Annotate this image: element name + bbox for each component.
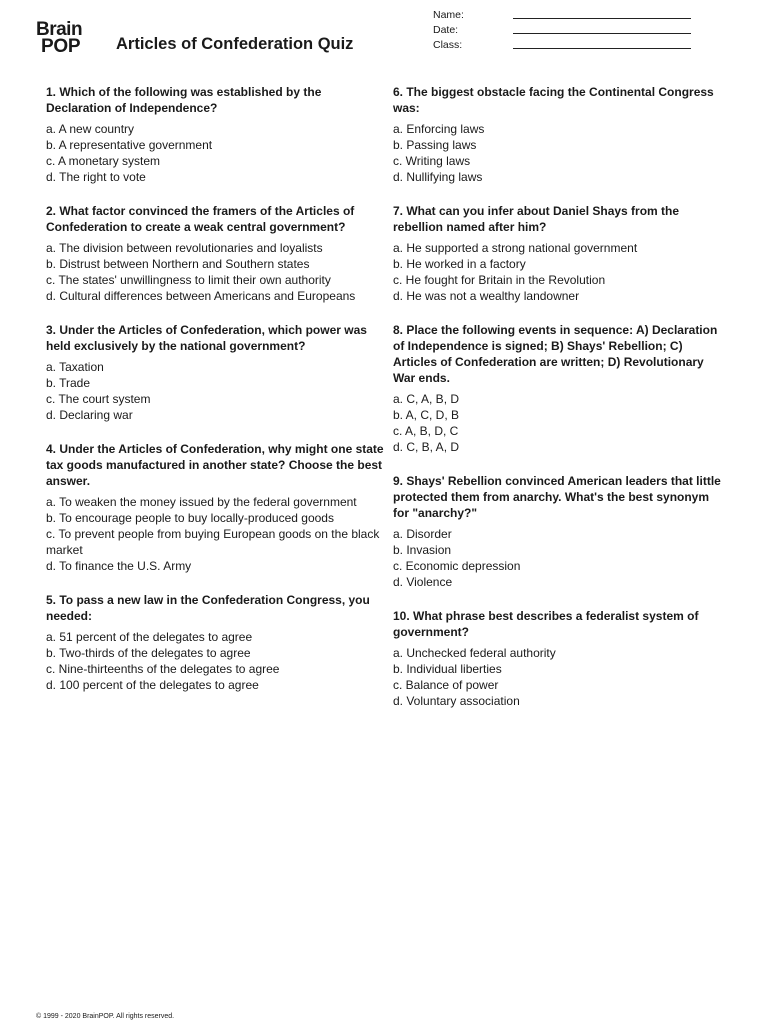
- option-b: b. To encourage people to buy locally-produced goods: [46, 511, 334, 525]
- option-d: d. To finance the U.S. Army: [46, 559, 192, 573]
- class-label: Class:: [433, 39, 463, 51]
- option-d: d. Voluntary association: [393, 694, 520, 708]
- date-label: Date:: [433, 24, 459, 36]
- student-info-fields: [433, 8, 464, 53]
- option-c: c. Writing laws: [393, 154, 471, 168]
- option-c: c. Balance of power: [393, 678, 499, 692]
- option-c: c. The states' unwillingness to limit their own authority: [46, 273, 331, 287]
- question-3: [46, 322, 384, 423]
- option-c: c. Nine-thirteenths of the delegates to agree: [46, 662, 280, 676]
- option-b: b. Distrust between Northern and Southern states: [46, 257, 310, 271]
- option-b: b. He worked in a factory: [393, 257, 526, 271]
- question-text: 1. Which of the following was established by the Declaration of Independence?: [46, 85, 322, 115]
- option-c: c. A, B, D, C: [393, 424, 459, 438]
- option-b: b. A, C, D, B: [393, 408, 460, 422]
- question-10: [393, 608, 728, 709]
- option-b: b. Passing laws: [393, 138, 477, 152]
- class-line: [513, 48, 691, 49]
- question-text: 3. Under the Articles of Confederation, which power was held exclusively by the national government?: [46, 323, 367, 353]
- name-line: [513, 18, 691, 19]
- question-text: 5. To pass a new law in the Confederation Congress, you needed:: [46, 593, 370, 623]
- left-column: [46, 84, 384, 711]
- option-a: a. To weaken the money issued by the federal government: [46, 495, 357, 509]
- option-c: c. Economic depression: [393, 559, 521, 573]
- option-d: d. He was not a wealthy landowner: [393, 289, 580, 303]
- option-c: c. He fought for Britain in the Revolution: [393, 273, 606, 287]
- option-c: c. The court system: [46, 392, 151, 406]
- option-c: c. A monetary system: [46, 154, 161, 168]
- brainpop-logo: [36, 21, 100, 55]
- class-field[interactable]: [433, 38, 464, 53]
- question-4: [46, 441, 384, 574]
- right-column: [393, 84, 728, 727]
- quiz-title: Articles of Confederation Quiz: [116, 35, 354, 53]
- option-b: b. Individual liberties: [393, 662, 502, 676]
- question-text: 9. Shays' Rebellion convinced American leaders that little protected them from anarchy. What's the best synonym for "anarchy?": [393, 474, 721, 520]
- option-d: d. The right to vote: [46, 170, 146, 184]
- option-a: a. Disorder: [393, 527, 452, 541]
- logo-line-1: Brain: [36, 19, 83, 40]
- option-a: a. Taxation: [46, 360, 104, 374]
- option-c: c. To prevent people from buying European goods on the black market: [46, 527, 380, 557]
- option-a: a. A new country: [46, 122, 135, 136]
- option-a: a. Enforcing laws: [393, 122, 485, 136]
- option-b: b. Trade: [46, 376, 91, 390]
- option-a: a. 51 percent of the delegates to agree: [46, 630, 253, 644]
- question-6: [393, 84, 728, 185]
- option-d: d. Nullifying laws: [393, 170, 483, 184]
- question-text: 6. The biggest obstacle facing the Continental Congress was:: [393, 85, 714, 115]
- question-text: 10. What phrase best describes a federalist system of government?: [393, 609, 699, 639]
- logo-line-2: POP: [41, 36, 81, 57]
- option-d: d. C, B, A, D: [393, 440, 460, 454]
- date-line: [513, 33, 691, 34]
- question-text: 4. Under the Articles of Confederation, why might one state tax goods manufactured in another state? Choose the best answer.: [46, 442, 384, 488]
- option-a: a. C, A, B, D: [393, 392, 460, 406]
- question-1: [46, 84, 384, 185]
- option-a: a. He supported a strong national government: [393, 241, 638, 255]
- question-2: [46, 203, 384, 304]
- option-d: d. Declaring war: [46, 408, 133, 422]
- option-d: d. Violence: [393, 575, 453, 589]
- name-label: Name:: [433, 9, 464, 21]
- question-text: 2. What factor convinced the framers of the Articles of Confederation to create a weak central government?: [46, 204, 355, 234]
- question-text: 8. Place the following events in sequence: A) Declaration of Independence is signed; B) Shays' Rebellion; C) Articles of Confederation are written; D) Revolutionary War ends.: [393, 323, 718, 385]
- option-b: b. A representative government: [46, 138, 213, 152]
- option-d: d. Cultural differences between Americans and Europeans: [46, 289, 356, 303]
- question-text: 7. What can you infer about Daniel Shays from the rebellion named after him?: [393, 204, 680, 234]
- copyright-footer: © 1999 - 2020 BrainPOP. All rights reserved.: [36, 1013, 175, 1020]
- option-a: a. Unchecked federal authority: [393, 646, 556, 660]
- option-b: b. Invasion: [393, 543, 452, 557]
- question-8: [393, 322, 728, 455]
- option-a: a. The division between revolutionaries and loyalists: [46, 241, 323, 255]
- option-d: d. 100 percent of the delegates to agree: [46, 678, 259, 692]
- option-b: b. Two-thirds of the delegates to agree: [46, 646, 251, 660]
- question-5: [46, 592, 384, 693]
- question-9: [393, 473, 728, 590]
- question-7: [393, 203, 728, 304]
- date-field[interactable]: [433, 23, 464, 38]
- name-field[interactable]: [433, 8, 464, 23]
